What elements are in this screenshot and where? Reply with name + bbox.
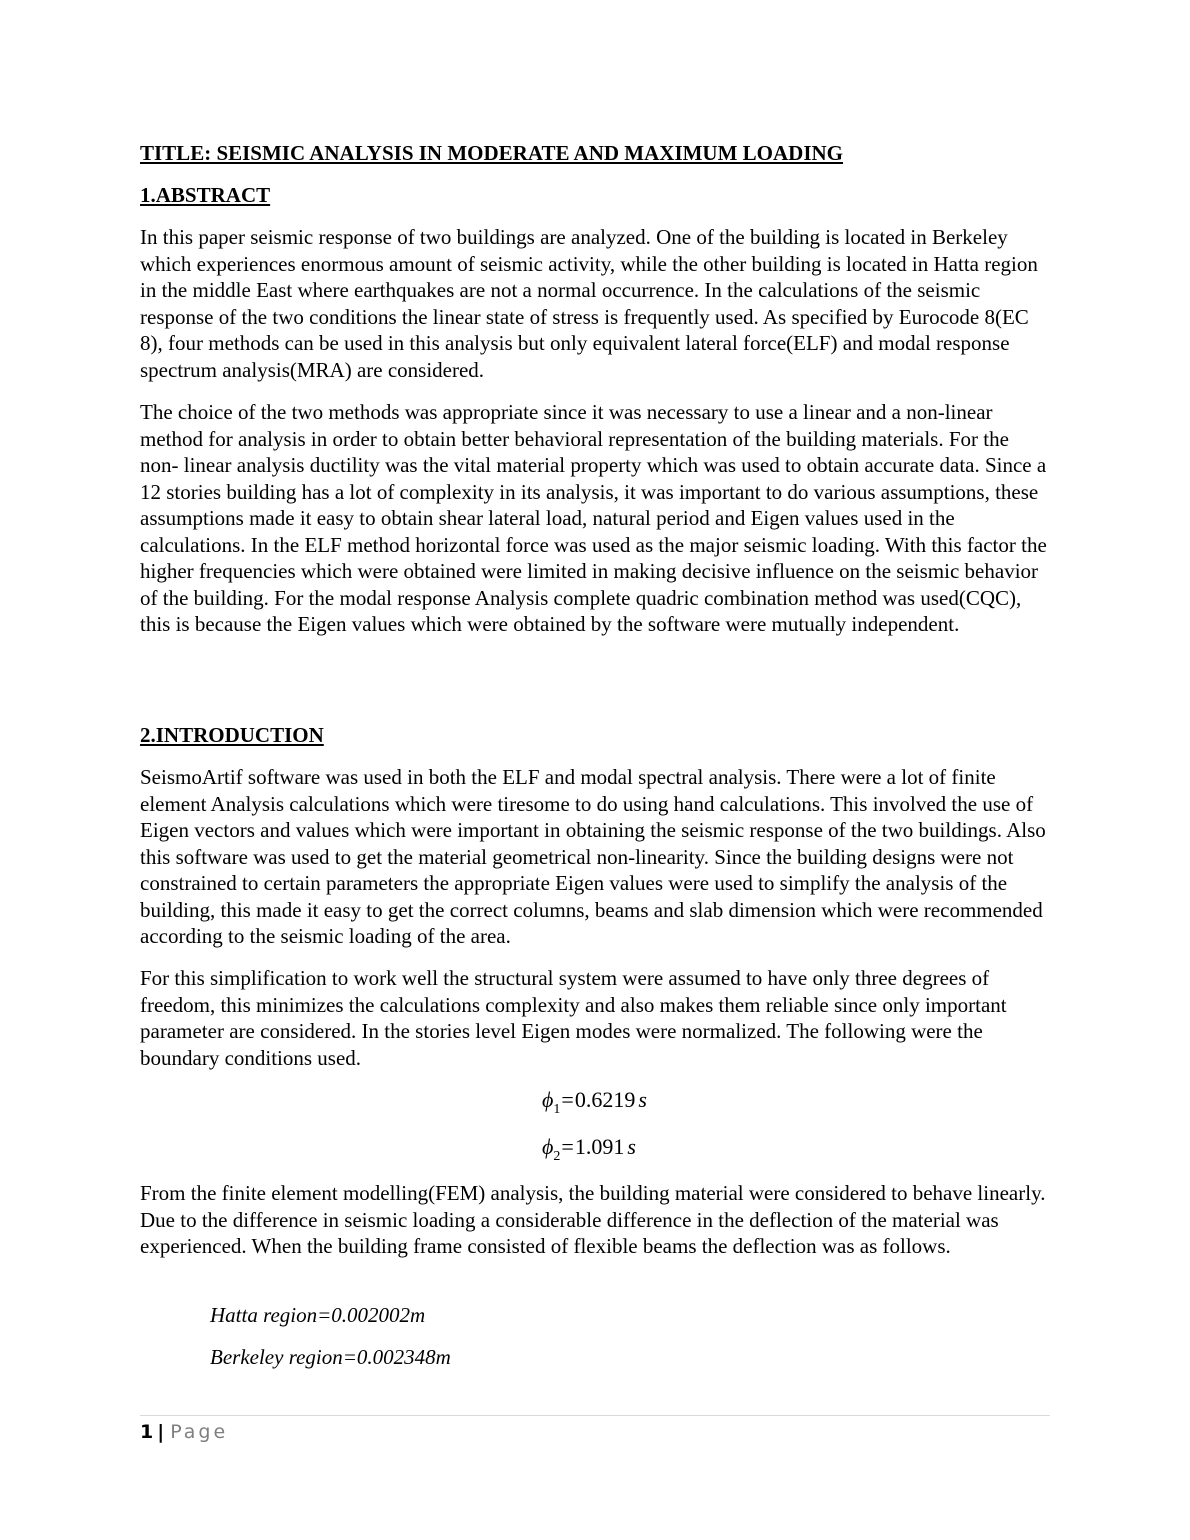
abstract-paragraph-2: The choice of the two methods was appropriate since it was necessary to use a linear and a non-linear method for analysis in order to obtain better behavioral representation of the building materials. For the non- linear analysis ductility was the vital material property which was used to obtain accurate data. Since a 12 stories building has a lot of complexity in its analysis, it was important to do various assumptions, these assumptions made it easy to obtain shear lateral load, natural period and Eigen values used in the calculations. In the ELF method horizontal force was used as the major seismic loading. With this factor the higher frequencies which were obtained were limited in making decisive influence on the seismic behavior of the building. For the modal response Analysis complete quadric combination method was used(CQC), this is because the Eigen values which were obtained by the software were mutually independent.: [140, 400, 1047, 636]
equation-subscript: 1: [553, 1102, 561, 1117]
equation-value: 0.6219: [574, 1087, 636, 1112]
abstract-paragraph-1: In this paper seismic response of two buildings are analyzed. One of the building is located in Berkeley which experiences enormous amount of seismic activity, while the other building is located in Hatta region in the middle East where earthquakes are not a normal occurrence. In the calculations of the seismic response of the two conditions the linear state of stress is frequently used. As specified by Eurocode 8(EC 8), four methods can be used in this analysis but only equivalent lateral force(ELF) and modal response spectrum analysis(MRA) are considered.: [140, 225, 1038, 382]
document-title: TITLE: SEISMIC ANALYSIS IN MODERATE AND MAXIMUM LOADING: [140, 141, 844, 165]
equation-unit: s: [627, 1134, 636, 1159]
equation-unit: s: [638, 1087, 647, 1112]
introduction-paragraph-3: From the finite element modelling(FEM) analysis, the building material were considered to behave linearly. Due to the difference in seismic loading a considerable difference in the deflection of the material was experienced. When the building frame consisted of flexible beams the deflection was as follows.: [140, 1181, 1046, 1258]
equation-value: 1.091: [574, 1134, 625, 1159]
deflection-hatta: Hatta region=0.002002m: [210, 1303, 426, 1327]
equation-operator: =: [561, 1087, 574, 1112]
introduction-paragraph-2: For this simplification to work well the structural system were assumed to have only three degrees of freedom, this minimizes the calculations complexity and also makes them reliable since only important parameter are considered. In the stories level Eigen modes were normalized. The following were the boundary conditions used.: [140, 966, 1007, 1070]
page-label: Page: [170, 1421, 229, 1443]
page-footer: [140, 1420, 228, 1444]
abstract-heading: 1.ABSTRACT: [140, 183, 271, 207]
introduction-heading: 2.INTRODUCTION: [140, 723, 324, 747]
footer-separator: |: [157, 1421, 165, 1443]
introduction-paragraph-1: SeismoArtif software was used in both the ELF and modal spectral analysis. There were a lot of finite element Analysis calculations which were tiresome to do using hand calculations. This involved the use of Eigen vectors and values which were important in obtaining the seismic response of the two buildings. Also this software was used to get the material geometrical non-linearity. Since the building designs were not constrained to certain parameters the appropriate Eigen values were used to simplify the analysis of the building, this made it easy to get the correct columns, beams and slab dimension which were recommended according to the seismic loading of the area.: [140, 765, 1046, 948]
footer-divider: [140, 1415, 1050, 1416]
equation-phi-1: [542, 1086, 647, 1124]
equation-symbol: ϕ: [542, 1087, 554, 1112]
equation-operator: =: [561, 1134, 574, 1159]
page-number: 1: [140, 1421, 154, 1443]
equation-symbol: ϕ: [542, 1134, 554, 1159]
equation-subscript: 2: [553, 1149, 561, 1164]
deflection-berkeley: Berkeley region=0.002348m: [210, 1345, 451, 1369]
equation-phi-2: [542, 1133, 636, 1171]
